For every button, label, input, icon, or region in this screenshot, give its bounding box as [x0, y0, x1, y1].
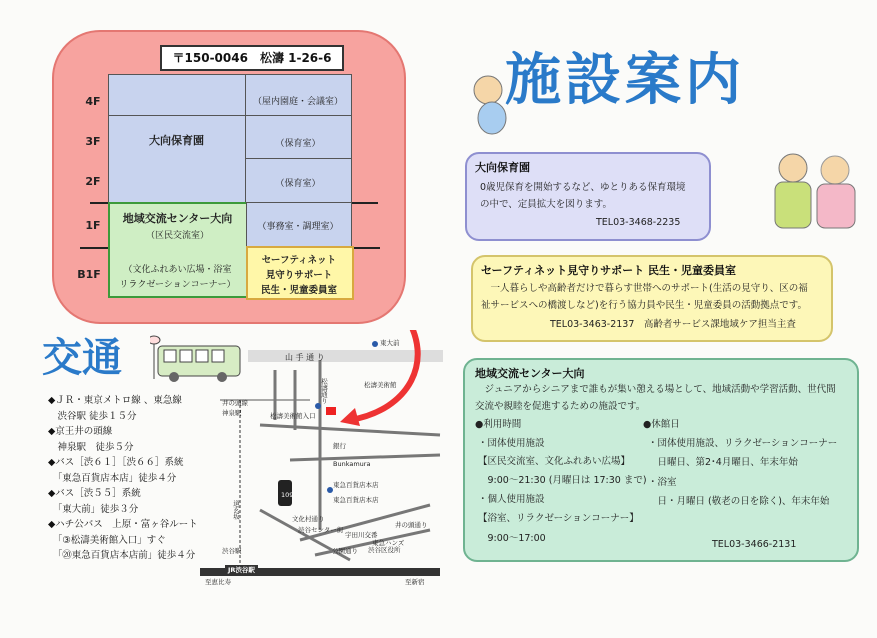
hours-group: ・団体使用施設 [478, 438, 545, 449]
koryu-title: 地域交流センター大向 [122, 212, 233, 225]
facility-heading: 施設案内 [505, 47, 745, 113]
map-bunkamura-dori: 文化村通り [292, 515, 325, 523]
floor-line [108, 115, 352, 116]
access-line: 渋谷駅 徒歩１５分 [48, 410, 137, 422]
map-udagawa: 宇田川交番 [345, 531, 378, 539]
hoikuen-body-1: 0歳児保育を開始するなど、ゆとりある保育環境 [480, 182, 686, 193]
closed-heading: ●休館日 [643, 419, 680, 430]
map-shibuya-st: 渋谷駅 [222, 547, 242, 555]
map-todai: 東大前 [380, 339, 400, 347]
safety-net-tel: TEL03-3463-2137 高齢者サービス課地域ケア担当主査 [550, 319, 796, 330]
access-line: ◆ＪＲ・東京メトロ線 、東急線 [48, 395, 182, 406]
safety-net-body-2: 祉サービスへの橋渡しなど)を行う協力員や民生・児童委員の活動拠点です。 [481, 300, 807, 311]
map-koen-dori: 公園通り [332, 547, 358, 555]
closed-group: ・団体使用施設、リラクゼーションコーナー [648, 438, 838, 449]
map-bunkamura: Bunkamura [333, 460, 371, 468]
access-line: 「東急百貨店本店」徒歩４分 [48, 472, 177, 484]
hoikuen-tel: TEL03-3468-2235 [596, 217, 681, 228]
access-line: 「東大前」徒歩３分 [48, 503, 139, 515]
floor-label-2f: 2F [85, 175, 101, 188]
access-line: 「⑳東急百貨店本店前」徒歩４分 [48, 550, 196, 561]
hours-individual-rooms: 【浴室、リラクゼーションコーナー】 [478, 513, 639, 524]
hours-individual-time: 9:00～17:00 [478, 533, 546, 544]
b1-room-1: （文化ふれあい広場・浴室 [123, 265, 232, 275]
hoikuen-title: 大向保育園 [475, 161, 530, 174]
access-heading: 交通 [42, 334, 122, 381]
map-jr-shibuya: JR渋谷駅 [225, 565, 258, 574]
map-inokashira-line: 井の頭線 [222, 399, 248, 407]
map-109: 109 [281, 491, 294, 499]
closed-bath-days: 日・月曜日 (敬老の日を除く)、年末年始 [648, 496, 830, 507]
access-map [200, 330, 450, 595]
safety-label-3: 民生・児童委員室 [260, 285, 337, 296]
safety-label-1: セーフティネット [261, 255, 337, 266]
map-museum-entrance: 松濤美術館入口 [270, 412, 316, 420]
safety-net-title: セーフティネット見守りサポート 民生・児童委員室 [481, 264, 736, 277]
map-shibuya-ku: 渋谷区役所 [368, 546, 401, 554]
hoikuen-body-2: の中で、定員拡大を図ります。 [480, 199, 613, 210]
access-line: 「③松濤美術館入口」すぐ [48, 534, 166, 546]
map-museum: 松濤美術館 [364, 381, 397, 389]
floor-line [246, 158, 352, 159]
map-yamate: 山 手 通 り [285, 353, 325, 362]
access-line: 神泉駅 徒歩５分 [48, 441, 134, 453]
koryu-body-1: ジュニアからシニアまで誰もが集い憩える場として、地域活動や学習活動、世代間 [475, 384, 836, 395]
map-center-gai: 渋谷センター街 [298, 526, 344, 534]
closed-group-days: 日曜日、第2･4月曜日、年末年始 [648, 457, 798, 468]
floor-label-b1f: B1F [77, 268, 101, 281]
koryu-tel: TEL03-3466-2131 [712, 539, 797, 550]
safety-net-body-1: 一人暮らしや高齢者だけで暮らす世帯へのサポート(生活の見守り、区の福 [481, 283, 808, 294]
koryu-sub: （区民交流室） [145, 231, 209, 241]
access-line: ◆バス［渋５５］系統 [48, 488, 141, 499]
floor-label-4f: 4F [85, 95, 101, 108]
map-shotou-dori: 松濤通り [320, 378, 328, 404]
hours-individual: ・個人使用施設 [478, 494, 545, 505]
room-2f: （保育室） [275, 179, 321, 189]
floor-label-3f: 3F [85, 135, 101, 148]
hours-group-rooms: 【区民交流室、文化ふれあい広場】 [478, 456, 631, 467]
access-line: ◆ハチ公バス 上原・富ヶ谷ルート [48, 519, 198, 530]
access-line: ◆京王井の頭線 [48, 426, 113, 437]
koryu-panel-title: 地域交流センター大向 [475, 367, 585, 380]
floor-label-1f: 1F [85, 219, 101, 232]
baby-illustration-icon [468, 72, 518, 142]
map-tokyu-honten-2: 東急百貨店本店 [333, 496, 379, 504]
map-bank: 銀行 [333, 442, 346, 450]
hours-group-time: 9:00～21:30 (月曜日は 17:30 まで) [478, 475, 647, 486]
access-line: ◆バス［渋６１］［渋６６］系統 [48, 457, 184, 468]
elderly-couple-icon [765, 148, 865, 230]
map-to-ebisu: 至恵比寿 [205, 578, 231, 586]
map-shinsen: 神泉駅 [222, 409, 242, 417]
room-1f: （事務室・調理室） [257, 222, 339, 232]
safety-label-2: 見守りサポート [265, 270, 333, 281]
room-3f: （保育室） [275, 139, 321, 149]
hours-heading: ●利用時間 [475, 419, 522, 430]
hoiku-label: 大向保育園 [149, 134, 204, 147]
b1-room-2: リラクゼーションコーナー） [119, 280, 236, 290]
address-label: 〒150-0046 松濤 1-26-6 [160, 45, 344, 71]
closed-bath: ・浴室 [648, 477, 677, 488]
map-tokyu-hands: 東急ハンズ [372, 539, 405, 547]
map-to-shinjuku: 至新宿 [405, 578, 425, 586]
room-4f: （屋内園庭・会議室） [252, 97, 343, 107]
map-tokyu-honten: 東急百貨店本店 [333, 481, 379, 489]
koryu-body-2: 交流や親睦を促進するための施設です。 [475, 401, 646, 412]
map-inokashira-dori: 井の頭通り [395, 521, 428, 529]
map-dogenzaka: 道玄坂 [232, 500, 240, 520]
